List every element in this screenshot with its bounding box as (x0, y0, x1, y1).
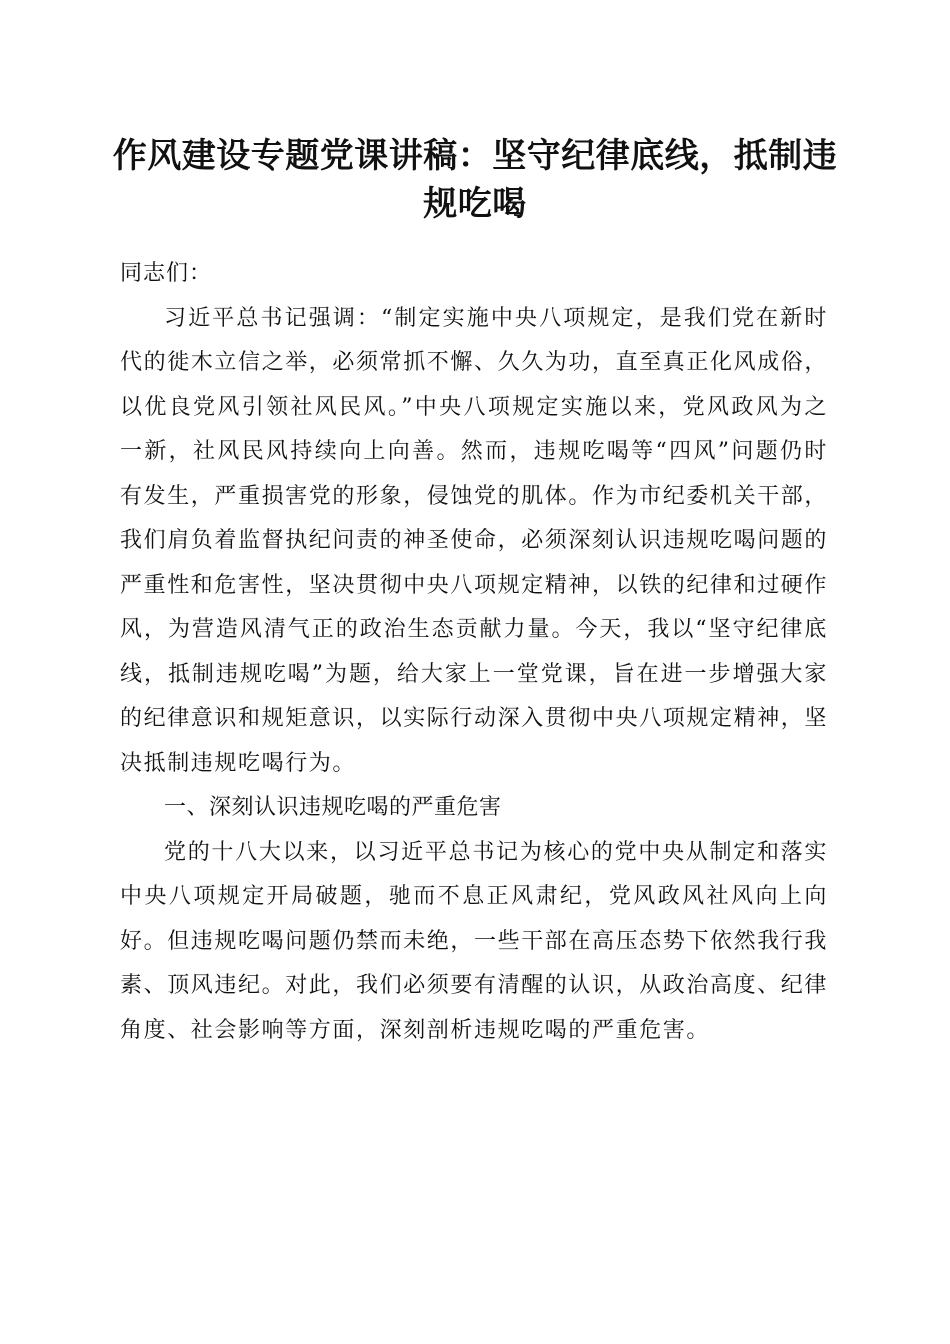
document-body (120, 252, 828, 1053)
salutation: 同志们： (120, 261, 213, 286)
section-paragraph: 党的十八大以来，以习近平总书记为核心的党中央从制定和落实中央八项规定开局破题，驰而不息正风肃纪，党风政风社风向上向好。但违规吃喝问题仍禁而未绝，一些干部在高压态势下依然我行我素、顶风违纪。对此，我们必须要有清醒的认识，从政治高度、纪律角度、社会影响等方面，深刻剖析违规吃喝的严重危害。 (120, 839, 829, 1043)
section-heading: 一、深刻认识违规吃喝的严重危害 (164, 795, 502, 820)
document-title: 作风建设专题党课讲稿：坚守纪律底线，抵制违规吃喝 (112, 136, 838, 224)
intro-paragraph: 习近平总书记强调：“制定实施中央八项规定，是我们党在新时代的徙木立信之举，必须常抓不懈、久久为功，直至真正化风成俗，以优良党风引领社风民风。”中央八项规定实施以来，党风政风为之一新，社风民风持续向上向善。然而，违规吃喝等“四风”问题仍时有发生，严重损害党的形象，侵蚀党的肌体。作为市纪委机关干部，我们肩负着监督执纪问责的神圣使命，必须深刻认识违规吃喝问题的严重性和危害性，坚决贯彻中央八项规定精神，以铁的纪律和过硬作风，为营造风清气正的政治生态贡献力量。今天，我以“坚守纪律底线，抵制违规吃喝”为题，给大家上一堂党课，旨在进一步增强大家的纪律意识和规矩意识，以实际行动深入贯彻中央八项规定精神，坚决抵制违规吃喝行为。 (120, 305, 829, 776)
